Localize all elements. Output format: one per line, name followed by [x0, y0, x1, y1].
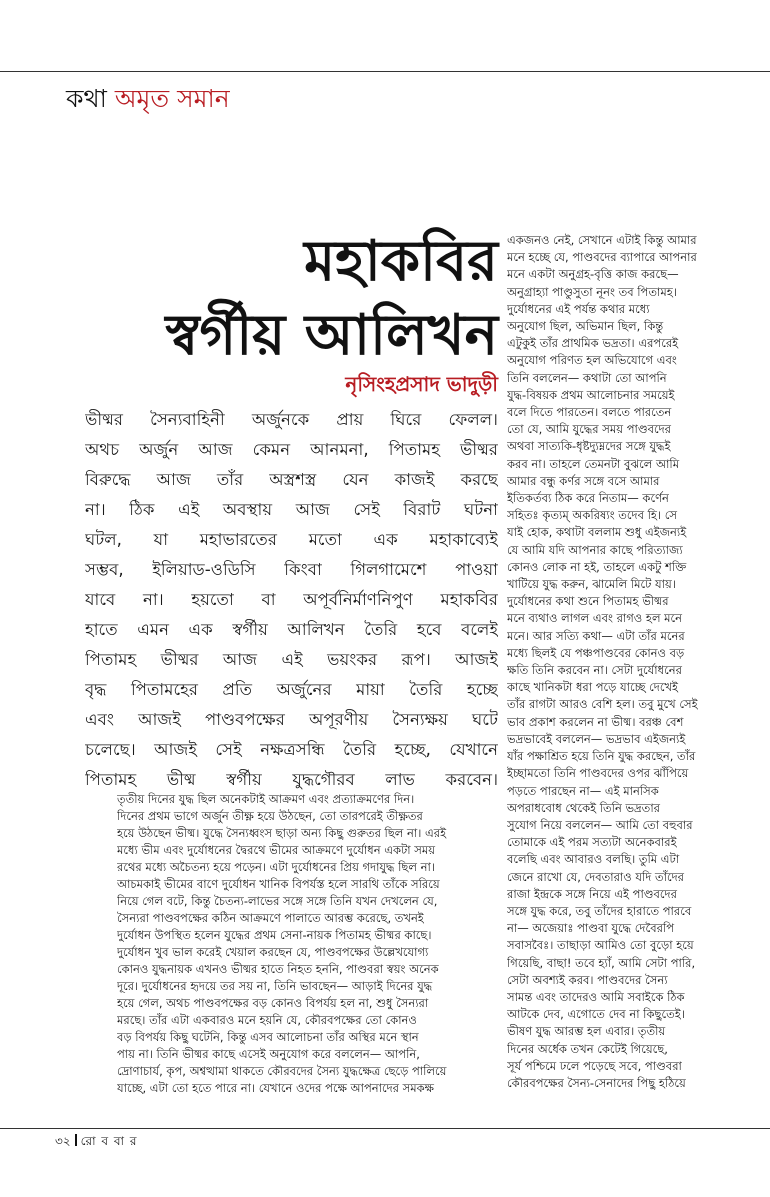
body-line: সামন্ত এবং তাদেরও আমি সবাইকে ঠিক [507, 989, 685, 1004]
body-line: পায় না। তিনি ভীষ্মর কাছে এসেই অনুযোগ করে বললেন— আপনি, [117, 1047, 420, 1061]
body-line: ভীষণ যুদ্ধ আরম্ভ হল এবার। তৃতীয় [507, 1024, 666, 1039]
body-line: আমার বন্ধু কর্ণর সঙ্গে বসে আমার [507, 473, 660, 488]
body-line: গিয়েছি, বাছা! তবে হ্যাঁ, আমি সেটা পারি, [507, 955, 696, 970]
body-line: সুযোগ নিয়ে বললেন— আমি তো বহুবার [507, 817, 693, 832]
body-line: নিয়ে গেল বটে, কিন্তু চৈতন্য-লাভের সঙ্গে সঙ্গে তিনি যখন দেখলেন যে, [117, 894, 438, 908]
body-line: আটকে দেব, এগোতে দেব না কিছুতেই। [507, 1007, 685, 1022]
body-line: অথবা সাত্যকি-ধৃষ্টদ্যুম্নদের সঙ্গে যুদ্ধই [507, 439, 671, 454]
footer-rule [0, 1128, 770, 1129]
body-line: বলেছি এবং আবারও বলছি। তুমি এটা [507, 852, 680, 867]
body-line: বলে দিতে পারতেন। বলতে পারতেন [507, 405, 672, 420]
body-line: জেনে রাখো যে, দেবতারাও যদি তাঁদের [507, 869, 684, 884]
body-line: যুদ্ধ-বিষয়ক প্রথম আলোচনার সময়েই [507, 387, 675, 402]
body-line: যাচ্ছে, এটা তো হতে পারে না। যেখানে ওদের পক্ষে আপনাদের সমকক্ষ [117, 1081, 434, 1095]
body-column-right [507, 232, 733, 1092]
page-number: ৩২ [55, 1134, 71, 1148]
lead-line: পিতামহ ভীষ্ম স্বর্গীয় যুদ্ধগৌরব লাভ করবেন। [85, 770, 498, 789]
body-line: কোনও লোক না হই, তাহলে একটু শক্তি [507, 559, 687, 574]
body-line: তাঁর রাগটা আরও বেশি হল। তবু মুখে সেই [507, 697, 698, 712]
magazine-name: রো ব বা র [80, 1134, 138, 1148]
body-line: দূরে। দুর্যোধনের হৃদয়ে তর সয় না, তিনি ভাবছেন— আড়াই দিনের যুদ্ধ [117, 979, 433, 993]
body-line: দুর্যোধনের এই পর্যন্ত কথার মধ্যে [507, 301, 650, 316]
header-rule [0, 71, 770, 72]
body-line: কাছে খানিকটা ধরা পড়ে যাচ্ছে দেখেই [507, 680, 679, 695]
body-line: মনে হচ্ছে যে, পাণ্ডবদের ব্যাপারে আপনার [507, 250, 697, 265]
body-line: সৈন্যরা পাণ্ডবপক্ষের কঠিন আক্রমণে পালাতে আরম্ভ করেছে, তখনই [117, 911, 424, 925]
body-line: ইচ্ছামতো তিনি পাণ্ডবদের ওপর ঝাঁপিয়ে [507, 766, 689, 781]
body-line: এটুকুই তাঁর প্রাথমিক ভদ্রতা। এরপরেই [507, 336, 679, 351]
title-line-2: স্বর্গীয় আলিখন [165, 302, 498, 368]
article-title [120, 224, 498, 372]
body-line: রথের মধ্যে অচৈতন্য হয়ে পড়েন। এটা দুর্যোধনের প্রিয় গদাযুদ্ধ ছিল না। [117, 860, 435, 874]
body-line: না— অজেয়াঃ পাণ্ডবা যুদ্ধে দেবৈরপি [507, 921, 675, 936]
body-line: দিনের অর্ধেক তখন কেটেই গিয়েছে, [507, 1041, 668, 1056]
lead-line: বিরুদ্ধে আজ তাঁর অস্ত্রশস্ত্র যেন কাজই করছে [85, 470, 498, 489]
page-footer [55, 1133, 137, 1149]
body-line: ইতিকর্তব্য ঠিক করে নিতাম— কর্ণেন [507, 491, 669, 506]
body-line: মনে। আর সত্যি কথা— এটা তাঁর মনের [507, 628, 685, 643]
lead-line: ভীষ্মর সৈন্যবাহিনী অর্জুনকে প্রায় ঘিরে ফেলল। [85, 410, 498, 429]
section-highlight: অমৃত সমান [114, 84, 230, 113]
body-line: তো যে, আমি যুদ্ধের সময় পাণ্ডবদের [507, 422, 671, 437]
body-line: একজনও নেই, সেখানে এটাই কিন্তু আমার [507, 233, 697, 247]
body-column-left [117, 791, 498, 1097]
lead-line: চলেছে। আজই সেই নক্ষত্রসন্ধি তৈরি হচ্ছে, যেখানে [85, 740, 498, 759]
lead-line: অথচ অর্জুন আজ কেমন আনমনা, পিতামহ ভীষ্মর [85, 440, 498, 459]
body-line: করব না। তাহলে তেমনটা বুঝলে আমি [507, 456, 680, 471]
body-line: মধ্যে ভীম এবং দুর্যোধনের দ্বৈরথে ভীমের আক্রমণে দুর্যোধন একটা সময় [117, 843, 436, 857]
body-line: যাঁর পক্ষাশ্রিত হয়ে তিনি যুদ্ধ করছেন, তাঁর [507, 749, 696, 764]
body-line: ভদ্রভাবেই বললেন— ভদ্রভাব এইজন্যই [507, 731, 686, 746]
body-line: সূর্য পশ্চিমে ঢলে পড়েছে সবে, পাণ্ডবরা [507, 1058, 682, 1073]
section-prefix: কথা [66, 84, 107, 113]
body-line: সঙ্গে যুদ্ধ করে, তবু তাঁদের হারাতে পারবে [507, 903, 692, 918]
body-line: কৌরবপক্ষের সৈন্য-সেনাদের পিছু হঠিয়ে [507, 1075, 686, 1090]
body-line: অনুযোগ পরিণত হল অভিযোগে এবং [507, 353, 677, 368]
author-byline: নৃসিংহপ্রসাদ ভাদুড়ী [345, 372, 498, 396]
lead-line: এবং আজই পাণ্ডবপক্ষের অপূরণীয় সৈন্যক্ষয় ঘটে [85, 710, 498, 729]
body-line: পড়তে পারছেন না— এই মানসিক [507, 783, 659, 798]
lead-line: সম্ভব, ইলিয়াড-ওডিসি কিংবা গিলগামেশে পাওয়া [85, 560, 498, 579]
body-line: হয়ে উঠছেন ভীষ্ম। যুদ্ধে সৈন্যধ্বংস ছাড়া অন্য কিছু গুরুতর ছিল না। এরই [117, 826, 447, 840]
body-line: সহিতঃ কৃত্যম্ অকরিষ্যং তদেব হি। সে [507, 508, 678, 523]
title-line-1: মহাকবির [304, 228, 498, 294]
body-line: দিনের প্রথম ভাগে অর্জুন তীক্ষ্ণ হয়ে উঠছেন, তো তারপরেই তীক্ষ্ণতর [117, 809, 423, 823]
body-line: তোমাকে এই পরম সত্যটা অনেকবারই [507, 835, 677, 850]
lead-line: যাবে না। হয়তো বা অপূর্বনির্মাণনিপুণ মহাকবির [85, 590, 498, 609]
lead-line: না। ঠিক এই অবস্থায় আজ সেই বিরাট ঘটনা [85, 500, 498, 519]
lead-line: পিতামহ ভীষ্মর আজ এই ভয়ংকর রূপ। আজই [85, 650, 498, 669]
body-line: যাই হোক, কথাটা বললাম শুধু এইজন্যই [507, 525, 687, 540]
body-line: কোনও যুদ্ধনায়ক এখনও ভীষ্মর হাতে নিহত হননি, পাণ্ডবরা স্বয়ং অনেক [117, 962, 439, 976]
body-line: মধ্যে ছিলই যে পঞ্চপাণ্ডবের কোনও বড় [507, 645, 685, 660]
body-line: খাটিয়ে যুদ্ধ করুন, ঝামেলি মিটে যায়। [507, 577, 676, 592]
body-line: আচমকাই ভীমের বাণে দুর্যোধন খানিক বিপর্যস্ত হলে সারথি তাঁকে সরিয়ে [117, 877, 440, 891]
body-line: অপরাধবোধ থেকেই তিনি ভদ্রতার [507, 800, 660, 815]
body-line: সবাসবৈঃ। তাছাড়া আমিও তো বুড়ো হয়ে [507, 938, 694, 953]
body-line: সেটা অবশ্যই করব। পাণ্ডবদের সৈন্য [507, 972, 668, 987]
body-line: ভাব প্রকাশ করলেন না ভীষ্ম। বরঞ্চ বেশ [507, 714, 684, 729]
body-line: দুর্যোধন উপস্থিত হলেন যুদ্ধের প্রথম সেনা-নায়ক পিতামহ ভীষ্মর কাছে। [117, 928, 432, 942]
lead-line: হাতে এমন এক স্বর্গীয় আলিখন তৈরি হবে বলেই [85, 620, 498, 639]
body-line: মনে একটা অনুগ্রহ-বৃত্তি কাজ করছে— [507, 267, 679, 282]
body-line: দুর্যোধন খুব ভাল করেই খেয়াল করছেন যে, পাণ্ডবপক্ষের উল্লেখযোগ্য [117, 945, 429, 959]
lead-line: বৃদ্ধ পিতামহের প্রতি অর্জুনের মায়া তৈরি হচ্ছে [85, 680, 498, 699]
body-line: যে আমি যদি আপনার কাছে পরিত্যাজ্য [507, 542, 683, 557]
body-line: হয়ে গেল, অথচ পাণ্ডবপক্ষের বড় কোনও বিপর্যয় হল না, শুধু সৈন্যরা [117, 996, 429, 1010]
lead-line: ঘটল, যা মহাভারতের মতো এক মহাকাব্যেই [85, 530, 498, 549]
section-heading [66, 84, 230, 114]
body-line: ক্ষতি তিনি করবেন না। সেটা দুর্যোধনের [507, 663, 682, 678]
body-line: মরছে। তাঁর এটা একবারও মনে হয়নি যে, কৌরবপক্ষের তো কোনও [117, 1013, 417, 1027]
body-line: তিনি বললেন— কথাটা তো আপনি [507, 370, 667, 385]
body-line: তৃতীয় দিনের যুদ্ধ ছিল অনেকটাই আক্রমণ এবং প্রত্যাক্রমণের দিন। [117, 792, 415, 806]
lead-paragraph [85, 405, 498, 795]
body-line: দ্রোণাচার্য, কৃপ, অশ্বত্থামা থাকতে কৌরবদের সৈন্য যুদ্ধক্ষেত্র ছেড়ে পালিয়ে [117, 1064, 447, 1078]
body-line: মনে ব্যথাও লাগল এবং রাগও হল মনে [507, 611, 683, 626]
footer-divider [75, 1134, 77, 1146]
body-line: অনুযোগ ছিল, অভিমান ছিল, কিন্তু [507, 319, 664, 334]
body-line: দুর্যোধনের কথা শুনে পিতামহ ভীষ্মর [507, 594, 669, 609]
body-line: বড় বিপর্যয় কিছু ঘটেনি, কিন্তু এসব আলোচনা তাঁর অস্থির মনে স্থান [117, 1030, 419, 1044]
body-line: অনুগ্রাহ্যা পাণ্ডুসুতা নূনং তব পিতামহ। [507, 284, 677, 299]
body-line: রাজা ইন্দ্রকে সঙ্গে নিয়ে এই পাণ্ডবদের [507, 886, 677, 901]
